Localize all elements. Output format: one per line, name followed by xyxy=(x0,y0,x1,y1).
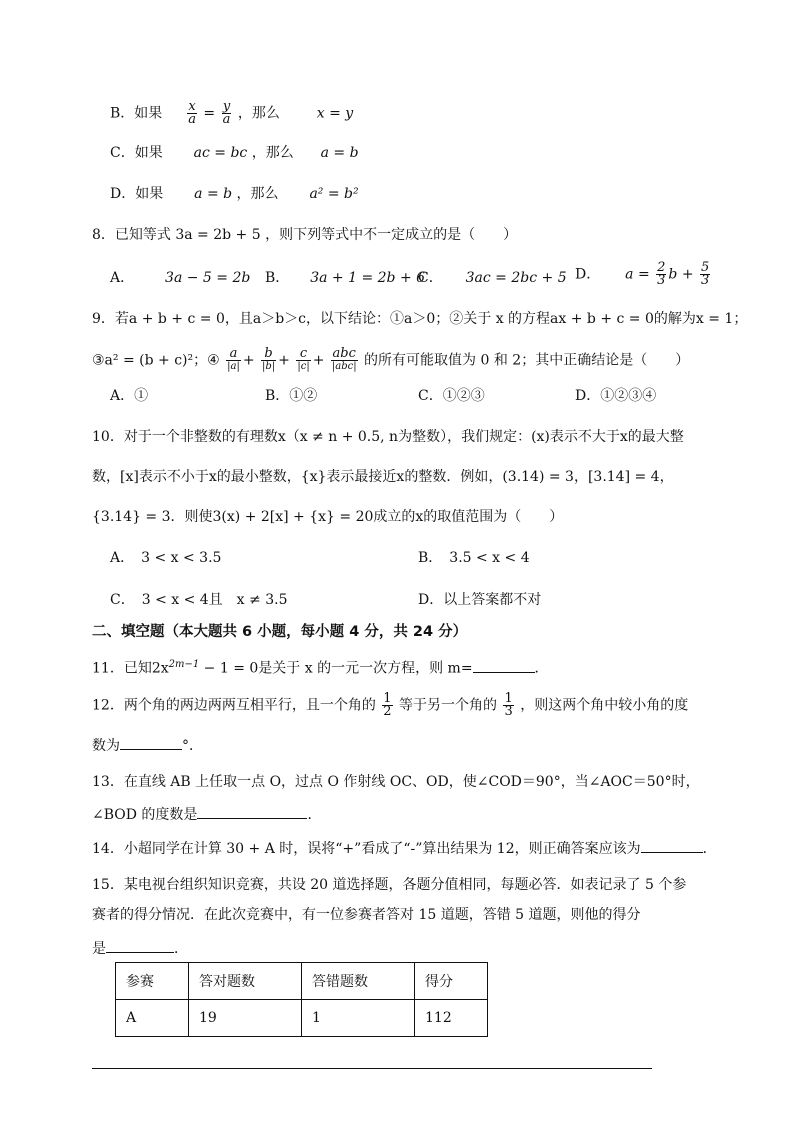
q15-line1: 15．某电视台组织知识竞赛，共设 20 道选择题，各题分值相同，每题必答．如表记录了 5 个参 xyxy=(92,877,687,893)
q13-line2-left: ∠BOD 的度数是 xyxy=(92,807,198,823)
frac-den: a xyxy=(188,112,196,127)
q8-a-label: A． xyxy=(110,270,135,286)
q10-option-d: D．以上答案都不对 xyxy=(418,592,542,608)
frac-den: |c| xyxy=(297,361,310,372)
q15-line3 xyxy=(92,938,188,959)
q12-line2-right: °． xyxy=(182,738,203,754)
frac-den: a xyxy=(222,112,231,127)
q9-frac-a xyxy=(226,348,241,373)
table-cell: 19 xyxy=(189,1000,302,1037)
q10-line3: {3.14} = 3．则使3(x) + 2[x] + {x} = 20成立的x的取值范围为（ ） xyxy=(92,509,564,525)
q9-frac-abc xyxy=(331,348,358,373)
q13-answer-blank[interactable] xyxy=(197,804,307,819)
q9-option-c: C．①②③ xyxy=(418,388,485,404)
q7-option-c xyxy=(110,143,359,163)
table-cell: 1 xyxy=(302,1000,415,1037)
frac-den: 2 xyxy=(383,704,392,719)
frac-den: 3 xyxy=(657,273,666,288)
table-row xyxy=(116,1000,488,1037)
frac-num: 5 xyxy=(701,260,710,275)
q9-frac-c xyxy=(296,348,310,373)
q7-option-d xyxy=(110,184,359,204)
frac-num: 1 xyxy=(504,691,513,706)
q11-end: ． xyxy=(534,660,549,677)
q15-answer-blank[interactable] xyxy=(106,938,174,953)
q7-d-conclusion: a² = b² xyxy=(309,186,359,202)
q11-answer-blank[interactable] xyxy=(473,658,535,673)
page-footer-rule xyxy=(92,1068,652,1069)
q9-option-a: A．① xyxy=(110,388,149,404)
q14-end: ． xyxy=(702,841,717,857)
q12-right: ，则这两个角中较小角的度 xyxy=(520,697,689,714)
q12-mid: 等于另一个角的 xyxy=(399,697,498,714)
q14-text: 14．小超同学在计算 30 + A 时，误将“+”看成了“-”算出结果为 12，则正确答案应该为 xyxy=(92,841,641,857)
table-cell: 112 xyxy=(415,1000,488,1037)
q7-b-conclusion: x = y xyxy=(316,105,354,122)
q8-d-fraction-five-thirds xyxy=(700,262,710,287)
q7-c-conclusion: a = b xyxy=(320,145,359,161)
q15-line3-left: 是 xyxy=(92,941,106,957)
q8-option-a xyxy=(110,268,250,288)
frac-den: |a| xyxy=(227,361,240,372)
q9-line1: 9．若a + b + c = 0，且a＞b＞c，以下结论：①a＞0；②关于 x 的方程ax + b + c = 0的解为x = 1； xyxy=(92,311,748,327)
section-heading-fill-in: 二、填空题（本大题共 6 小题，每小题 4 分，共 24 分） xyxy=(92,624,468,640)
q15-line3-right: ． xyxy=(174,941,188,957)
q12-line1 xyxy=(92,693,688,718)
q13-line2 xyxy=(92,804,321,825)
q9-option-d: D．①②③④ xyxy=(575,388,657,404)
q8-option-d xyxy=(575,262,712,287)
plus-sign: + xyxy=(312,352,325,369)
q11-exponent: 2m−1 xyxy=(168,659,200,670)
plus-sign: + xyxy=(278,352,290,369)
q12-left: 12．两个角的两边两两互相平行，且一个角的 xyxy=(92,697,376,714)
plus-sign: + xyxy=(242,352,255,369)
frac-den: 3 xyxy=(504,704,513,719)
q12-fraction-one-third xyxy=(503,693,513,718)
q8-d-lhs: a = xyxy=(625,266,655,283)
q8-c-label: C． xyxy=(418,270,443,286)
q10-line2: 数，[x]表示不小于x的最小整数，{x}表示最接近x的整数．例如，(3.14) = 3，[3.14] = 4， xyxy=(92,469,674,485)
q9-frac-b xyxy=(261,348,276,373)
q8-d-fraction-two-thirds xyxy=(656,262,666,287)
q9-line2-right: 的所有可能取值为 0 和 2；其中正确结论是（ ） xyxy=(364,352,690,369)
q7-option-c-label: C．如果 xyxy=(110,145,163,161)
q7-d-condition: a = b xyxy=(194,186,233,202)
q9-line2 xyxy=(92,348,689,373)
score-table xyxy=(115,962,488,1037)
q10-option-c: C． 3 < x < 4且 x ≠ 3.5 xyxy=(110,592,288,608)
frac-num: 2 xyxy=(657,260,666,275)
q12-line2 xyxy=(92,735,203,756)
q10-option-a: A． 3 < x < 3.5 xyxy=(110,550,222,566)
table-header-cell: 答对题数 xyxy=(189,963,302,1000)
table-header-row xyxy=(116,963,488,1000)
q8-d-b-plus: b + xyxy=(668,266,694,283)
frac-num: 1 xyxy=(383,691,392,706)
table-header-cell: 得分 xyxy=(415,963,488,1000)
frac-num: c xyxy=(296,348,310,361)
q7-c-then: ，那么 xyxy=(251,145,294,161)
q14-answer-blank[interactable] xyxy=(641,838,703,853)
q7-d-then: ，那么 xyxy=(236,186,279,202)
q13-line1: 13．在直线 AB 上任取一点 O，过点 O 作射线 OC、OD，使∠COD＝90°，当∠AOC＝50°时， xyxy=(92,774,700,790)
q10-line1: 10．对于一个非整数的有理数x（x ≠ n + 0.5, n为整数），我们规定：(x)表示不大于x的最大整 xyxy=(92,429,684,445)
q7-option-b-label: B．如果 xyxy=(110,105,163,122)
table-header-cell: 参赛 xyxy=(116,963,189,1000)
q10-option-b: B． 3.5 < x < 4 xyxy=(418,550,530,566)
q11 xyxy=(92,655,549,679)
q7-b-fraction-y-over-a xyxy=(222,101,232,126)
frac-num: abc xyxy=(332,346,356,361)
frac-num: y xyxy=(222,99,231,114)
q8-stem: 8．已知等式 3a = 2b + 5 ，则下列等式中不一定成立的是（ ） xyxy=(92,227,518,243)
q13-line2-right: ． xyxy=(307,807,322,823)
table-cell: A xyxy=(116,1000,189,1037)
q8-b-label: B． xyxy=(265,270,290,286)
frac-num: b xyxy=(261,348,276,361)
q11-left: 11．已知2x xyxy=(92,660,169,677)
table-header-cell: 答错题数 xyxy=(302,963,415,1000)
frac-num: x xyxy=(188,99,196,114)
q15-line2: 赛者的得分情况．在此次竞赛中，有一位参赛者答对 15 道题，答错 5 道题，则他的得分 xyxy=(92,907,641,923)
q14 xyxy=(92,838,717,859)
q7-option-b: B．如果 $\frac{x}{a}$ = $\frac{y}{a}$ ，那么 x = y xyxy=(110,99,354,127)
q12-answer-blank[interactable] xyxy=(120,735,182,750)
q8-d-label: D． xyxy=(575,266,601,283)
q8-option-c xyxy=(418,268,567,288)
q8-c-expression: 3ac = 2bc + 5 xyxy=(465,270,567,286)
q9-option-b: B．①② xyxy=(265,388,318,404)
q8-a-expression: 3a − 5 = 2b xyxy=(165,270,251,286)
frac-den: |abc| xyxy=(331,361,357,372)
q7-option-d-label: D．如果 xyxy=(110,186,164,202)
q7-b-then: ，那么 xyxy=(237,105,280,122)
q8-option-b xyxy=(265,268,425,288)
q12-fraction-one-half xyxy=(382,693,392,718)
frac-den: |b| xyxy=(262,361,276,372)
q7-c-condition: ac = bc xyxy=(193,145,248,161)
frac-den: 3 xyxy=(701,273,710,288)
q8-b-expression: 3a + 1 = 2b + 6 xyxy=(310,270,426,286)
q11-right: − 1 = 0是关于 x 的一元一次方程，则 m= xyxy=(199,660,473,677)
q12-line2-left: 数为 xyxy=(92,738,120,754)
frac-num: a xyxy=(226,348,241,361)
q7-b-fraction-x-over-a xyxy=(187,101,197,126)
q9-line2-left: ③a² = (b + c)²；④ xyxy=(92,352,220,369)
